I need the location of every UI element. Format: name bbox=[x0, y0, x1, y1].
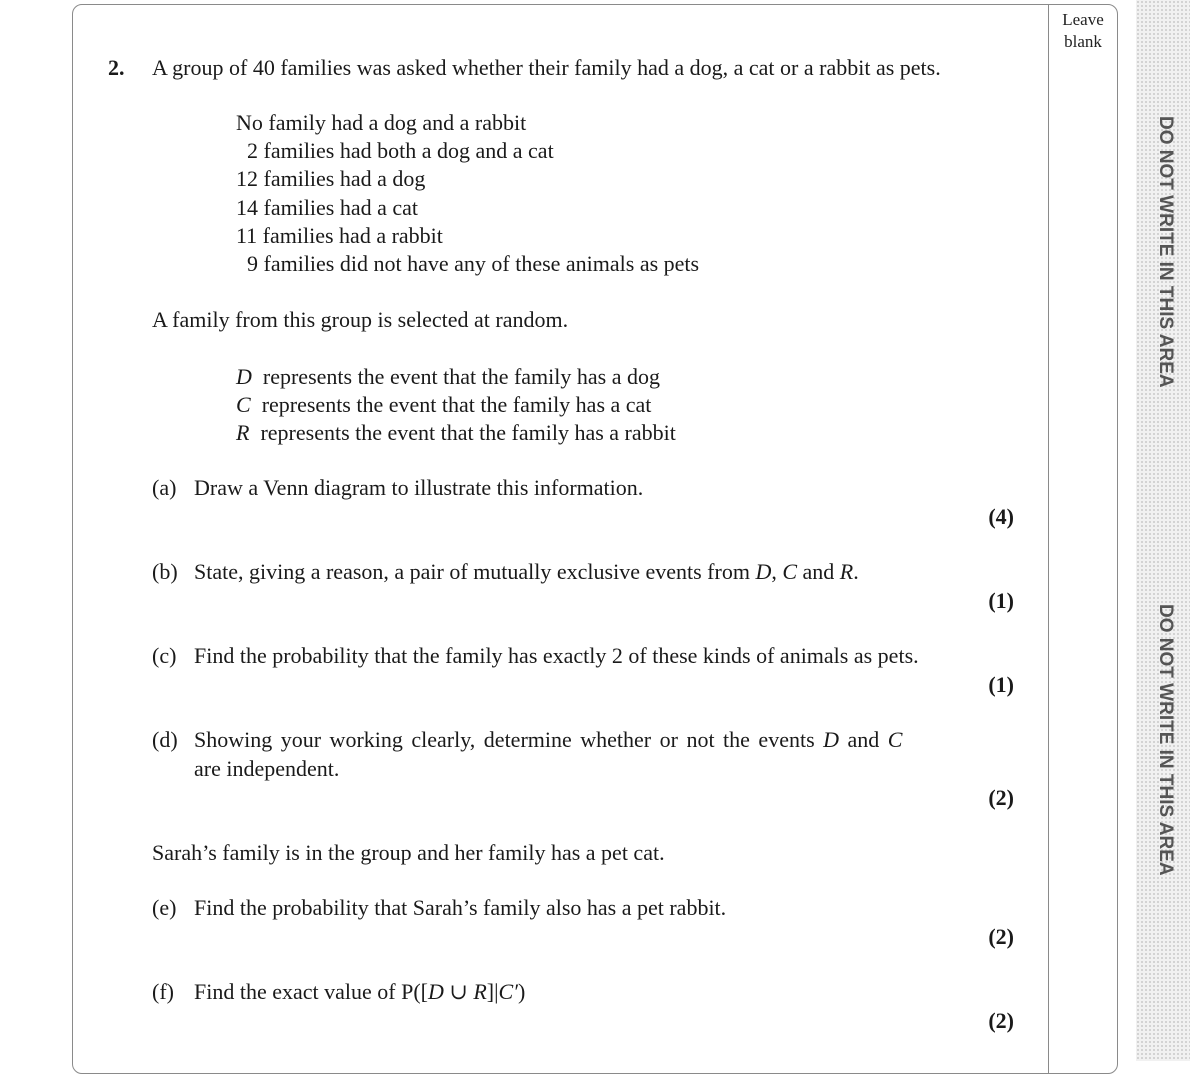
part-c-label: (c) bbox=[152, 643, 177, 668]
event-symbol-d: D bbox=[236, 364, 252, 389]
event-d-text: represents the event that the family has a dog bbox=[262, 364, 660, 389]
part-f-label: (f) bbox=[152, 979, 174, 1004]
part-e-label: (e) bbox=[152, 895, 177, 920]
selection-statement: A family from this group is selected at random. bbox=[152, 307, 569, 332]
part-b-text: State, giving a reason, a pair of mutually exclusive events from D, C and R. bbox=[194, 559, 859, 584]
event-symbol-c: C bbox=[236, 392, 251, 417]
part-c-text: Find the probability that the family has exactly 2 of these kinds of animals as pets. bbox=[194, 643, 919, 668]
fact-5: 11 families had a rabbit bbox=[236, 223, 443, 248]
event-c bbox=[236, 391, 651, 419]
fact-2: 2 families had both a dog and a cat bbox=[247, 138, 554, 163]
do-not-write-label-top: DO NOT WRITE IN THIS AREA bbox=[1155, 116, 1176, 388]
fact-4: 14 families had a cat bbox=[236, 195, 419, 220]
event-c-text: represents the event that the family has a cat bbox=[261, 392, 652, 417]
do-not-write-label-bottom: DO NOT WRITE IN THIS AREA bbox=[1155, 604, 1176, 876]
event-d bbox=[236, 363, 660, 391]
part-f-marks: (2) bbox=[988, 1008, 1014, 1033]
part-e-text: Find the probability that Sarah’s family also has a pet rabbit. bbox=[194, 895, 727, 920]
question-intro: A group of 40 families was asked whether their family had a dog, a cat or a rabbit as pets. bbox=[152, 55, 941, 80]
part-c-marks: (1) bbox=[988, 672, 1014, 697]
part-a-marks: (4) bbox=[988, 504, 1014, 529]
part-f-text: Find the exact value of P([D ∪ R]|C′) bbox=[194, 979, 526, 1004]
event-r-text: represents the event that the family has a rabbit bbox=[260, 420, 676, 445]
sarah-statement: Sarah’s family is in the group and her family has a pet cat. bbox=[152, 840, 665, 865]
part-b-label: (b) bbox=[152, 559, 178, 584]
leave-label-line1: Leave bbox=[1062, 10, 1104, 29]
event-r bbox=[236, 419, 676, 447]
part-b-marks: (1) bbox=[988, 588, 1014, 613]
event-symbol-r: R bbox=[236, 420, 250, 445]
part-a-text: Draw a Venn diagram to illustrate this information. bbox=[194, 475, 644, 500]
fact-1: No family had a dog and a rabbit bbox=[236, 110, 527, 135]
leave-blank-column bbox=[1048, 4, 1118, 1074]
question-number: 2. bbox=[108, 55, 125, 80]
fact-3: 12 families had a dog bbox=[236, 166, 426, 191]
part-d-label: (d) bbox=[152, 727, 178, 752]
part-e-marks: (2) bbox=[988, 924, 1014, 949]
part-d-line2: are independent. bbox=[194, 756, 340, 781]
part-a-label: (a) bbox=[152, 475, 177, 500]
fact-6: 9 families did not have any of these animals as pets bbox=[247, 251, 700, 276]
part-d-line1: Showing your working clearly, determine whether or not the events D and C bbox=[194, 727, 903, 752]
leave-blank-label bbox=[1050, 9, 1116, 53]
leave-label-line2: blank bbox=[1064, 32, 1102, 51]
part-d-marks: (2) bbox=[988, 785, 1014, 810]
